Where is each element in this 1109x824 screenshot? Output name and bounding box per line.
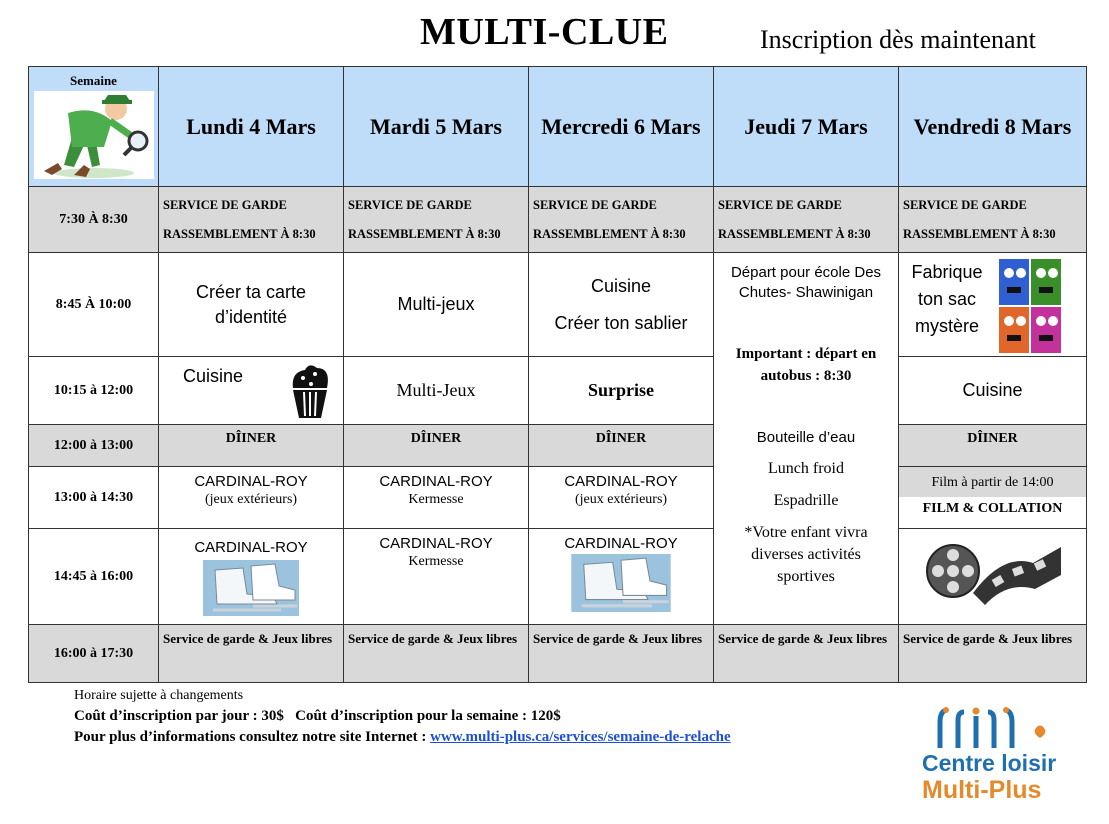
garde-line1: SERVICE DE GARDE bbox=[163, 197, 287, 212]
ice-skates-icon bbox=[203, 560, 299, 616]
activity-mardi-pm2 bbox=[344, 529, 529, 625]
monster-bags-icon bbox=[999, 259, 1061, 353]
garde-cell-vendredi bbox=[899, 187, 1087, 253]
people-logo-icon bbox=[932, 706, 1052, 750]
diner-mardi: DÎINER bbox=[344, 425, 529, 467]
day-header-mardi: Mardi 5 Mars bbox=[344, 67, 529, 187]
cost-per-week: Coût d’inscription pour la semaine : 120$ bbox=[295, 708, 561, 724]
activity-text: CARDINAL-ROY bbox=[194, 473, 308, 490]
activity-text: Cuisine bbox=[183, 365, 244, 386]
activity-text: Fabrique ton sac mystère bbox=[911, 262, 983, 336]
activity-mercredi-am bbox=[529, 253, 714, 357]
footer-note: Horaire sujette à changements bbox=[74, 688, 244, 703]
footer-costs bbox=[74, 708, 731, 725]
jeudi-item: Lunch froid bbox=[768, 460, 844, 477]
cupcake-icon bbox=[287, 362, 333, 420]
garde-line2: RASSEMBLEMENT À 8:30 bbox=[903, 226, 1056, 241]
activity-text: Créer ta carte d’identité bbox=[195, 281, 307, 327]
libres-mercredi: Service de garde & Jeux libres bbox=[529, 625, 714, 683]
activity-mardi-am: Multi-jeux bbox=[344, 253, 529, 357]
activity-mercredi-pm1 bbox=[529, 467, 714, 529]
day-header-jeudi: Jeudi 7 Mars bbox=[714, 67, 899, 187]
header-row bbox=[29, 67, 1087, 187]
activity-mardi-pm1 bbox=[344, 467, 529, 529]
activity-lundi-mid bbox=[159, 357, 344, 425]
garde-line1: SERVICE DE GARDE bbox=[718, 197, 842, 212]
garde-line2: RASSEMBLEMENT À 8:30 bbox=[163, 226, 316, 241]
jeudi-important: Important : départ en autobus : 8:30 bbox=[735, 346, 877, 384]
website-link[interactable]: www.multi-plus.ca/services/semaine-de-relache bbox=[430, 729, 731, 745]
activity-text: CARDINAL-ROY bbox=[379, 473, 493, 490]
info-prefix: Pour plus d’informations consultez notre site Internet : bbox=[74, 729, 427, 745]
garde-line1: SERVICE DE GARDE bbox=[903, 197, 1027, 212]
activity-text: CARDINAL-ROY bbox=[564, 473, 678, 490]
row-1300 bbox=[29, 467, 1087, 529]
row-1200 bbox=[29, 425, 1087, 467]
libres-lundi: Service de garde & Jeux libres bbox=[159, 625, 344, 683]
garde-cell-jeudi bbox=[714, 187, 899, 253]
activity-vendredi-am bbox=[899, 253, 1087, 357]
time-cell: 13:00 à 14:30 bbox=[29, 467, 159, 529]
ice-skates-icon bbox=[571, 554, 671, 612]
libres-mardi: Service de garde & Jeux libres bbox=[344, 625, 529, 683]
row-0730 bbox=[29, 187, 1087, 253]
garde-line2: RASSEMBLEMENT À 8:30 bbox=[533, 226, 686, 241]
film-info-cell bbox=[899, 467, 1087, 529]
day-header-lundi: Lundi 4 Mars bbox=[159, 67, 344, 187]
logo-line2: Multi-Plus bbox=[922, 776, 1042, 804]
page-title: MULTI-CLUE bbox=[420, 11, 669, 53]
film-label: FILM & COLLATION bbox=[922, 501, 1063, 516]
day-header-vendredi: Vendredi 8 Mars bbox=[899, 67, 1087, 187]
garde-cell-mercredi bbox=[529, 187, 714, 253]
cost-per-day: Coût d’inscription par jour : 30$ bbox=[74, 708, 284, 724]
activity-lundi-pm1 bbox=[159, 467, 344, 529]
logo-line1: Centre loisir bbox=[922, 750, 1057, 776]
film-image-cell bbox=[899, 529, 1087, 625]
garde-line2: RASSEMBLEMENT À 8:30 bbox=[348, 226, 501, 241]
activity-text: Cuisine bbox=[590, 275, 652, 296]
garde-line2: RASSEMBLEMENT À 8:30 bbox=[718, 226, 871, 241]
time-cell: 8:45 À 10:00 bbox=[29, 253, 159, 357]
jeudi-outing-cell bbox=[714, 253, 899, 625]
schedule-table bbox=[28, 66, 1087, 683]
garde-cell-lundi bbox=[159, 187, 344, 253]
activity-lundi-am bbox=[159, 253, 344, 357]
diner-lundi: DÎINER bbox=[159, 425, 344, 467]
diner-mercredi: DÎINER bbox=[529, 425, 714, 467]
activity-lundi-pm2 bbox=[159, 529, 344, 625]
diner-vendredi: DÎINER bbox=[899, 425, 1087, 467]
centre-loisir-logo bbox=[918, 706, 1068, 806]
page-subtitle: Inscription dès maintenant bbox=[760, 25, 1036, 54]
time-cell: 7:30 À 8:30 bbox=[29, 187, 159, 253]
corner-cell bbox=[29, 67, 159, 187]
detective-icon bbox=[34, 91, 154, 179]
row-1445 bbox=[29, 529, 1087, 625]
jeudi-item: Bouteille d’eau bbox=[756, 429, 856, 446]
time-cell: 10:15 à 12:00 bbox=[29, 357, 159, 425]
activity-text: CARDINAL-ROY bbox=[194, 539, 308, 556]
time-cell: 14:45 à 16:00 bbox=[29, 529, 159, 625]
activity-text: Créer ton sablier bbox=[554, 312, 688, 333]
activity-subtext: (jeux extérieurs) bbox=[574, 492, 668, 507]
footer bbox=[74, 688, 731, 746]
row-1600 bbox=[29, 625, 1087, 683]
film-reel-icon bbox=[923, 533, 1063, 615]
footer-info bbox=[74, 729, 731, 746]
activity-mercredi-mid: Surprise bbox=[529, 357, 714, 425]
garde-line1: SERVICE DE GARDE bbox=[533, 197, 657, 212]
libres-vendredi: Service de garde & Jeux libres bbox=[899, 625, 1087, 683]
time-cell: 12:00 à 13:00 bbox=[29, 425, 159, 467]
activity-text: CARDINAL-ROY bbox=[564, 535, 678, 552]
activity-mercredi-pm2 bbox=[529, 529, 714, 625]
row-0845 bbox=[29, 253, 1087, 357]
film-time: Film à partir de 14:00 bbox=[899, 467, 1086, 497]
activity-text: CARDINAL-ROY bbox=[379, 535, 493, 552]
activity-subtext: Kermesse bbox=[408, 554, 464, 569]
jeudi-note: *Votre enfant vivra diverses activités sportives bbox=[744, 524, 868, 585]
garde-line1: SERVICE DE GARDE bbox=[348, 197, 472, 212]
libres-jeudi: Service de garde & Jeux libres bbox=[714, 625, 899, 683]
activity-subtext: Kermesse bbox=[408, 492, 464, 507]
week-label: Semaine bbox=[70, 73, 117, 88]
time-cell: 16:00 à 17:30 bbox=[29, 625, 159, 683]
garde-cell-mardi bbox=[344, 187, 529, 253]
activity-vendredi-mid: Cuisine bbox=[899, 357, 1087, 425]
jeudi-depart: Départ pour école Des Chutes- Shawinigan bbox=[730, 264, 882, 301]
row-1015 bbox=[29, 357, 1087, 425]
jeudi-item: Espadrille bbox=[773, 492, 839, 509]
activity-subtext: (jeux extérieurs) bbox=[204, 492, 298, 507]
activity-mardi-mid: Multi-Jeux bbox=[344, 357, 529, 425]
day-header-mercredi: Mercredi 6 Mars bbox=[529, 67, 714, 187]
